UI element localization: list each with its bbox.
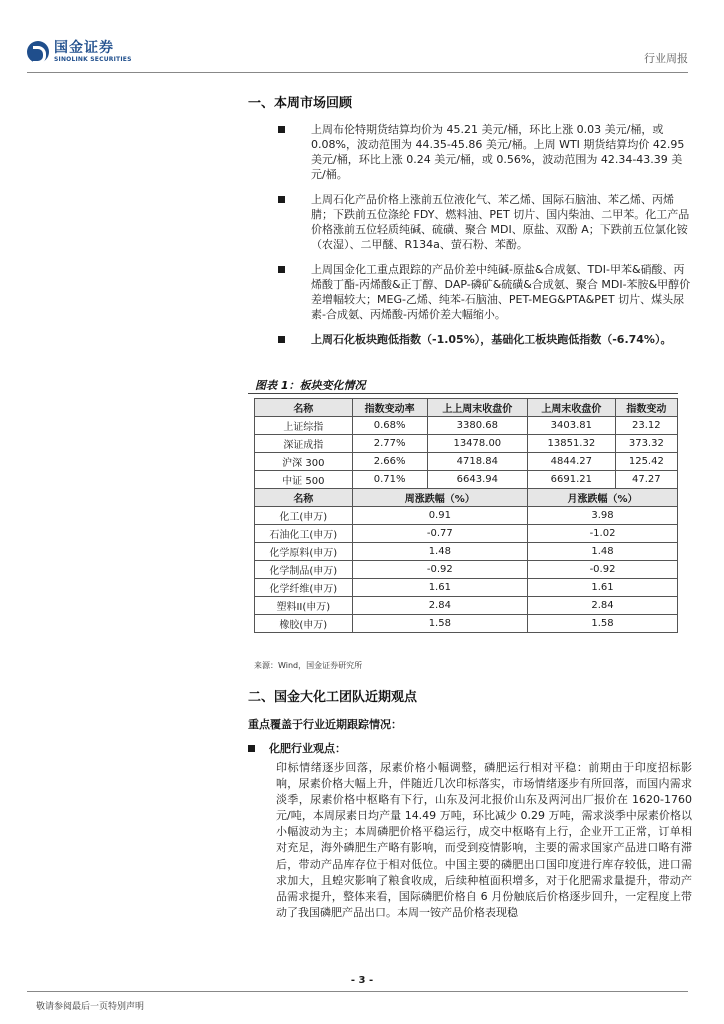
fertilizer-heading-text: 化肥行业观点： [269, 742, 346, 755]
table-header-row [255, 399, 678, 417]
figure-source: 来源：Wind，国金证券研究所 [254, 661, 363, 670]
section2-title: 二、国金大化工团队近期观点 [248, 690, 418, 705]
table-cell: 23.12 [615, 417, 677, 435]
page-number: - 3 - [350, 975, 374, 986]
table-cell: 2.66% [352, 453, 427, 471]
table-cell: 4718.84 [427, 453, 527, 471]
table-cell: -0.92 [352, 561, 527, 579]
table-cell: 0.71% [352, 471, 427, 489]
table-row [255, 417, 678, 435]
table-cell: 3.98 [528, 507, 678, 525]
table-cell: -0.77 [352, 525, 527, 543]
bullet-text: 上周石化产品价格上涨前五位液化气、苯乙烯、国际石脑油、苯乙烯、丙烯腈；下跌前五位涤纶 FDY、燃料油、PET 切片、国内柴油、二甲苯。化工产品价格涨前五位轻质纯碱、硫磺、聚合 MDI、原盐、双酚 A；下跌前五位氯化铵（农湿）、二甲醚、R134a、萤石粉、苯酚。 [311, 193, 690, 251]
header-divider [27, 72, 688, 73]
table-cell: 1.48 [352, 543, 527, 561]
table-cell: -1.02 [528, 525, 678, 543]
report-type: 行业周报 [644, 52, 688, 65]
figure-label: 图表 1：板块变化情况 [255, 379, 366, 392]
footer-divider [27, 991, 688, 992]
table-cell: 4844.27 [528, 453, 616, 471]
page-header [0, 0, 724, 80]
table-row [255, 471, 678, 489]
disclaimer-note: 敬请参阅最后一页特别声明 [36, 1002, 145, 1012]
table-row [255, 435, 678, 453]
table-cell: 化工(申万) [255, 507, 353, 525]
table-row [255, 453, 678, 471]
table-cell: 13851.32 [528, 435, 616, 453]
figure-divider [248, 393, 678, 394]
bullet-sector-performance [278, 332, 692, 347]
table-cell: 化学纤维(申万) [255, 579, 353, 597]
logo-icon [27, 41, 49, 63]
column-header: 上上周末收盘价 [427, 399, 527, 417]
table-cell: 2.77% [352, 435, 427, 453]
table-cell: 2.84 [528, 597, 678, 615]
bullet-spreads [278, 262, 692, 322]
table-cell: 上证综指 [255, 417, 353, 435]
table-cell: 6643.94 [427, 471, 527, 489]
table-cell: 1.61 [352, 579, 527, 597]
square-bullet-icon [278, 196, 285, 203]
fertilizer-heading [248, 740, 346, 756]
company-logo [27, 41, 132, 63]
table-cell: 化学原料(申万) [255, 543, 353, 561]
column-header: 月涨跌幅（%） [528, 489, 678, 507]
table-cell: 0.91 [352, 507, 527, 525]
table-cell: 373.32 [615, 435, 677, 453]
table-cell: 1.58 [528, 615, 678, 633]
table-cell: 1.48 [528, 543, 678, 561]
sector-change-table [254, 398, 678, 633]
column-header: 指数变动率 [352, 399, 427, 417]
table-row [255, 561, 678, 579]
section2-subheading: 重点覆盖于行业近期跟踪情况： [248, 718, 402, 731]
table-row [255, 507, 678, 525]
table-row [255, 597, 678, 615]
table-row [255, 525, 678, 543]
table-subheader-row [255, 489, 678, 507]
table-cell: 橡胶(申万) [255, 615, 353, 633]
square-bullet-icon [248, 745, 255, 752]
table-cell: 125.42 [615, 453, 677, 471]
bullet-oil-price [278, 122, 692, 182]
table-row [255, 543, 678, 561]
table-cell: 沪深 300 [255, 453, 353, 471]
logo-english-name: SINOLINK SECURITIES [54, 56, 132, 63]
table-row [255, 615, 678, 633]
table-cell: 1.58 [352, 615, 527, 633]
bullet-text: 上周布伦特期货结算均价为 45.21 美元/桶，环比上涨 0.03 美元/桶，或 0.08%，波动范围为 44.35-45.86 美元/桶。上周 WTI 期货结算均价 42.95 美元/桶，环比上涨 0.24 美元/桶，或 0.56%，波动范围为 42.34-43.39 美元/桶。 [311, 123, 685, 181]
fertilizer-paragraph: 印标情绪逐步回落，尿素价格小幅调整，磷肥运行相对平稳：前期由于印度招标影响，尿素价格大幅上升，伴随近几次印标落实，市场情绪逐步有所回落，而国内需求淡季，尿素价格中枢略有下行，山东及河北报价山东及两河出厂报价在 1620-1760 元/吨，本周尿素日均产量 14.49 万吨，环比减少 0.29 万吨，需求淡季中尿素价格以小幅波动为主；本周磷肥价格平稳运行，成交中枢略有上行，企业开工正常，订单相对充足，海外磷肥生产略有影响，而受到疫情影响，主要的需求国家产品进口略有滞后，带动产品库存位于相对低位。中国主要的磷肥出口国印度进行库存较低，进口需求加大，且蝗灾影响了粮食收成，后续种植面积增多，对于化肥需求量提升，带动产品需求提升，整体来看，国际磷肥价格自 6 月份触底后价格逐步回升，一定程度上带动了我国磷肥产品出口。本周一铵产品价格表现稳 [276, 761, 692, 919]
table-cell: 中证 500 [255, 471, 353, 489]
square-bullet-icon [278, 336, 285, 343]
column-header: 名称 [255, 489, 353, 507]
table-cell: 1.61 [528, 579, 678, 597]
table-cell: 6691.21 [528, 471, 616, 489]
table-cell: -0.92 [528, 561, 678, 579]
table-cell: 0.68% [352, 417, 427, 435]
table-cell: 3380.68 [427, 417, 527, 435]
table-cell: 47.27 [615, 471, 677, 489]
square-bullet-icon [278, 126, 285, 133]
logo-chinese-name: 国金证券 [54, 40, 114, 56]
table-cell: 13478.00 [427, 435, 527, 453]
table-cell: 塑料II(申万) [255, 597, 353, 615]
column-header: 名称 [255, 399, 353, 417]
table-cell: 2.84 [352, 597, 527, 615]
bullet-product-prices [278, 192, 692, 252]
market-review-list [278, 122, 692, 357]
table-cell: 深证成指 [255, 435, 353, 453]
bullet-text: 上周石化板块跑低指数（-1.05%），基础化工板块跑低指数（-6.74%）。 [311, 333, 672, 346]
square-bullet-icon [278, 266, 285, 273]
table-cell: 化学制品(申万) [255, 561, 353, 579]
column-header: 周涨跌幅（%） [352, 489, 527, 507]
bullet-text: 上周国金化工重点跟踪的产品价差中纯碱-原盐&合成氨、TDI-甲苯&硝酸、丙烯酸丁酯-丙烯酸&正丁醇、DAP-磷矿&硫磺&合成氨、聚合 MDI-苯胺&甲醇价差增幅较大；MEG-乙烯、纯苯-石脑油、PET-MEG&PTA&PET 切片、煤头尿素-合成氨、丙烯酸-丙烯价差大幅缩小。 [311, 263, 691, 321]
table-cell: 3403.81 [528, 417, 616, 435]
column-header: 上周末收盘价 [528, 399, 616, 417]
section1-title: 一、本周市场回顾 [248, 96, 353, 111]
column-header: 指数变动 [615, 399, 677, 417]
table-row [255, 579, 678, 597]
table-cell: 石油化工(申万) [255, 525, 353, 543]
